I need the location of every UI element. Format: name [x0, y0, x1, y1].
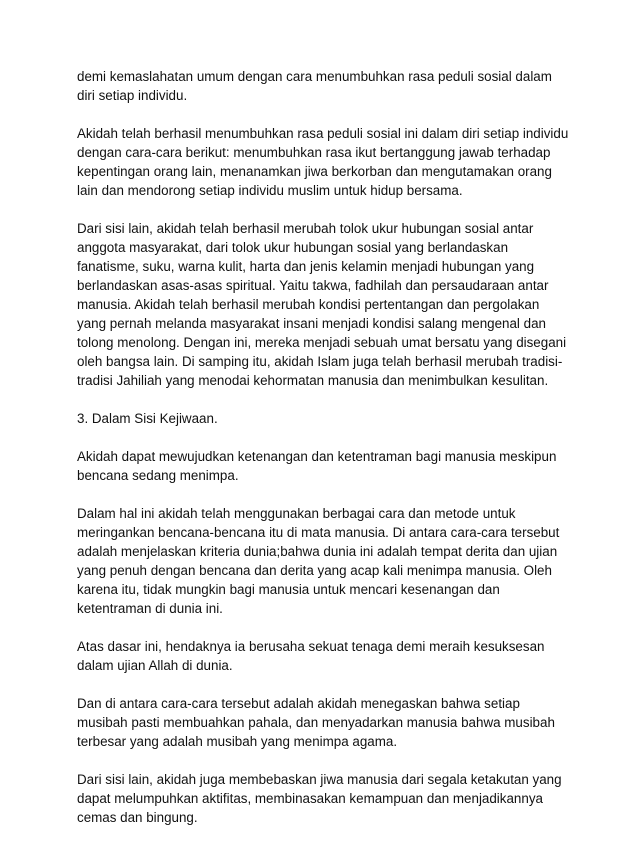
paragraph-6: Atas dasar ini, hendaknya ia berusaha sekuat tenaga demi meraih kesuksesan dalam ujian Allah di dunia.	[77, 639, 545, 673]
paragraph-5: Dalam hal ini akidah telah menggunakan berbagai cara dan metode untuk meringankan bencana-bencana itu di mata manusia. Di antara cara-cara tersebut adalah menjelaskan kriteria dunia;bahwa dunia ini adalah tempat derita dan ujian yang penuh dengan bencana dan derita yang acap kali menimpa manusia. Oleh karena itu, tidak mungkin bagi manusia untuk mencari kesenangan dan ketentraman di dunia ini.	[77, 506, 560, 616]
document-body	[77, 67, 572, 846]
paragraph-1: demi kemaslahatan umum dengan cara menumbuhkan rasa peduli sosial dalam diri setiap individu.	[77, 69, 552, 103]
paragraph-3: Dari sisi lain, akidah telah berhasil merubah tolok ukur hubungan sosial antar anggota masyarakat, dari tolok ukur hubungan sosial yang berlandaskan fanatisme, suku, warna kulit, harta dan jenis kelamin menjadi hubungan yang berlandaskan asas-asas spiritual. Yaitu takwa, fadhilah dan persaudaraan antar manusia. Akidah telah berhasil merubah kondisi pertentangan dan pergolakan yang pernah melanda masyarakat insani menjadi kondisi salang mengenal dan tolong menolong. Dengan ini, mereka menjadi sebuah umat bersatu yang disegani oleh bangsa lain. Di samping itu, akidah Islam juga telah berhasil merubah tradisi-tradisi Jahiliah yang menodai kehormatan manusia dan menimbulkan kesulitan.	[77, 221, 567, 388]
section-heading: 3. Dalam Sisi Kejiwaan.	[77, 411, 218, 426]
paragraph-8: Dari sisi lain, akidah juga membebaskan jiwa manusia dari segala ketakutan yang dapat melumpuhkan aktifitas, membinasakan kemampuan dan menjadikannya cemas dan bingung.	[77, 772, 562, 825]
paragraph-7: Dan di antara cara-cara tersebut adalah akidah menegaskan bahwa setiap musibah pasti membuahkan pahala, dan menyadarkan manusia bahwa musibah terbesar yang adalah musibah yang menimpa agama.	[77, 696, 555, 749]
paragraph-2: Akidah telah berhasil menumbuhkan rasa peduli sosial ini dalam diri setiap individu dengan cara-cara berikut: menumbuhkan rasa ikut bertanggung jawab terhadap kepentingan orang lain, menanamkan jiwa berkorban dan mengutamakan orang lain dan mendorong setiap individu muslim untuk hidup bersama.	[77, 126, 569, 198]
paragraph-4: Akidah dapat mewujudkan ketenangan dan ketentraman bagi manusia meskipun bencana sedang menimpa.	[77, 449, 557, 483]
